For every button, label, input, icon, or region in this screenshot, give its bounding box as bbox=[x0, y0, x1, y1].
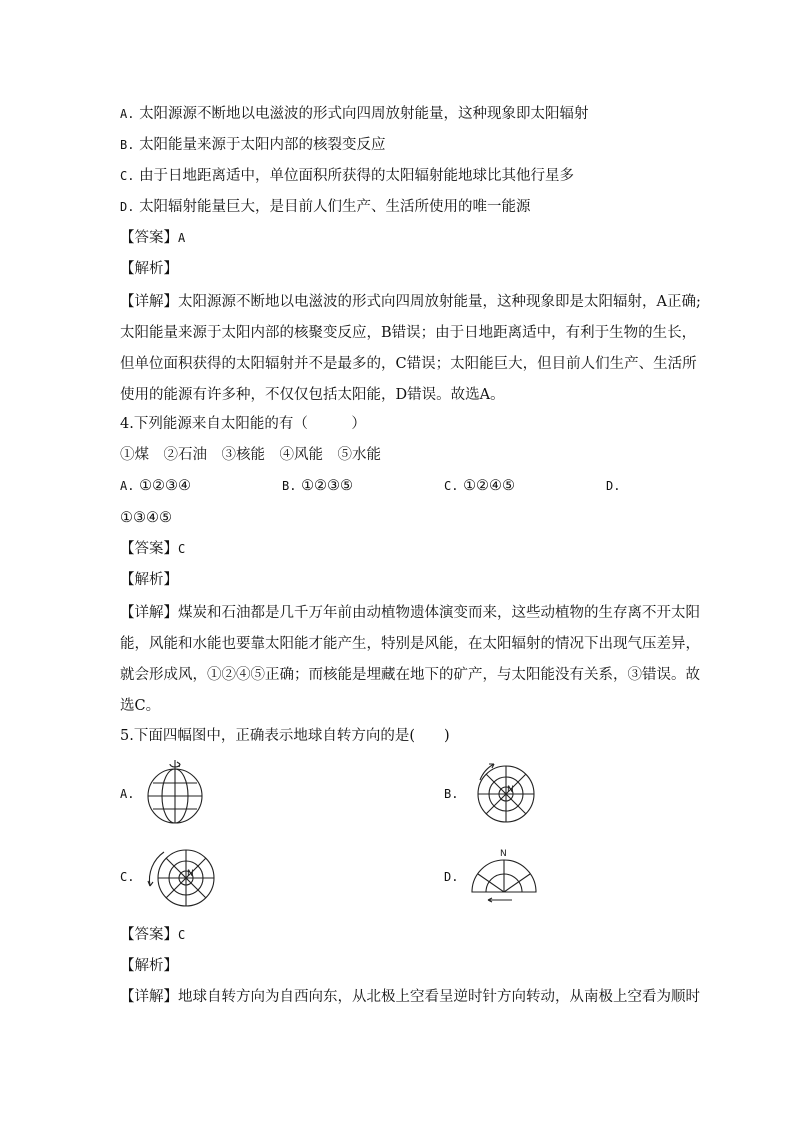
q3-option-d: D. 太阳辐射能量巨大，是目前人们生产、生活所使用的唯一能源 bbox=[120, 199, 531, 215]
q5-answer: 【答案】C bbox=[120, 927, 186, 943]
north-pole-label: N bbox=[187, 869, 194, 879]
q3-detail: 【详解】太阳源源不断地以电滋波的形式向四周放射能量，这种现象即是太阳辐射，A正确; 太阳能量来源于太阳内部的核聚变反应，B错误；由于日地距离适中，有利于生物的生长， 但单位面积获得的太阳辐射并不是最多的，C错误；太阳能巨大，但目前人们生产、生活所 使用的能源有许多种，不仅仅包括太阳能，D错误。故选A。 bbox=[120, 294, 701, 403]
q5-figure-a-label: A. bbox=[120, 787, 135, 801]
q5-stem: 5.下面四幅图中，正确表示地球自转方向的是( ) bbox=[120, 728, 450, 744]
q3-option-a: A. 太阳源源不断地以电滋波的形式向四周放射能量，这种现象即太阳辐射 bbox=[120, 106, 589, 122]
q5-analysis-heading: 【解析】 bbox=[120, 958, 178, 974]
q4-answer: 【答案】C bbox=[120, 541, 186, 557]
q5-figure-d-label: D. bbox=[444, 870, 459, 884]
q4-items: ①煤 ②石油 ③核能 ④风能 ⑤水能 bbox=[120, 447, 381, 463]
q3-option-c: C. 由于日地距离适中，单位面积所获得的太阳辐射能地球比其他行星多 bbox=[120, 168, 575, 184]
q4-analysis-heading: 【解析】 bbox=[120, 572, 178, 588]
q4-detail: 【详解】煤炭和石油都是几千万年前由动植物遗体演变而来，这些动植物的生存离不开太阳 能，风能和水能也要靠太阳能才能产生，特别是风能，在太阳辐射的情况下出现气压差异， 就会形成风，①②④⑤正确；而核能是埋藏在地下的矿产，与太阳能没有关系，③错误。故 选C。 bbox=[120, 605, 700, 714]
globe-c-figure bbox=[142, 842, 222, 916]
q4-option-d-text: ①③④⑤ bbox=[120, 510, 172, 526]
q4-option-b: B. ①②③⑤ bbox=[282, 478, 354, 494]
globe-d-figure bbox=[466, 846, 542, 906]
q4-stem: 4.下列能源来自太阳能的有（ ） bbox=[120, 416, 366, 432]
q3-analysis-heading: 【解析】 bbox=[120, 261, 178, 277]
q4-option-a: A. ①②③④ bbox=[120, 478, 192, 494]
q3-answer: 【答案】A bbox=[120, 230, 186, 246]
north-pole-label: N bbox=[507, 785, 514, 795]
north-pole-label: N bbox=[500, 849, 507, 859]
globe-a-figure bbox=[142, 756, 208, 826]
q5-detail: 【详解】地球自转方向为自西向东，从北极上空看呈逆时针方向转动，从南极上空看为顺时 bbox=[120, 989, 700, 1005]
q3-option-b: B. 太阳能量来源于太阳内部的核裂变反应 bbox=[120, 137, 386, 153]
q5-figure-c-label: C. bbox=[120, 870, 135, 884]
q4-option-c: C. ①②④⑤ bbox=[444, 478, 516, 494]
q4-option-d: D. bbox=[606, 479, 621, 493]
globe-b-figure bbox=[466, 758, 546, 828]
q5-figure-b-label: B. bbox=[444, 787, 459, 801]
